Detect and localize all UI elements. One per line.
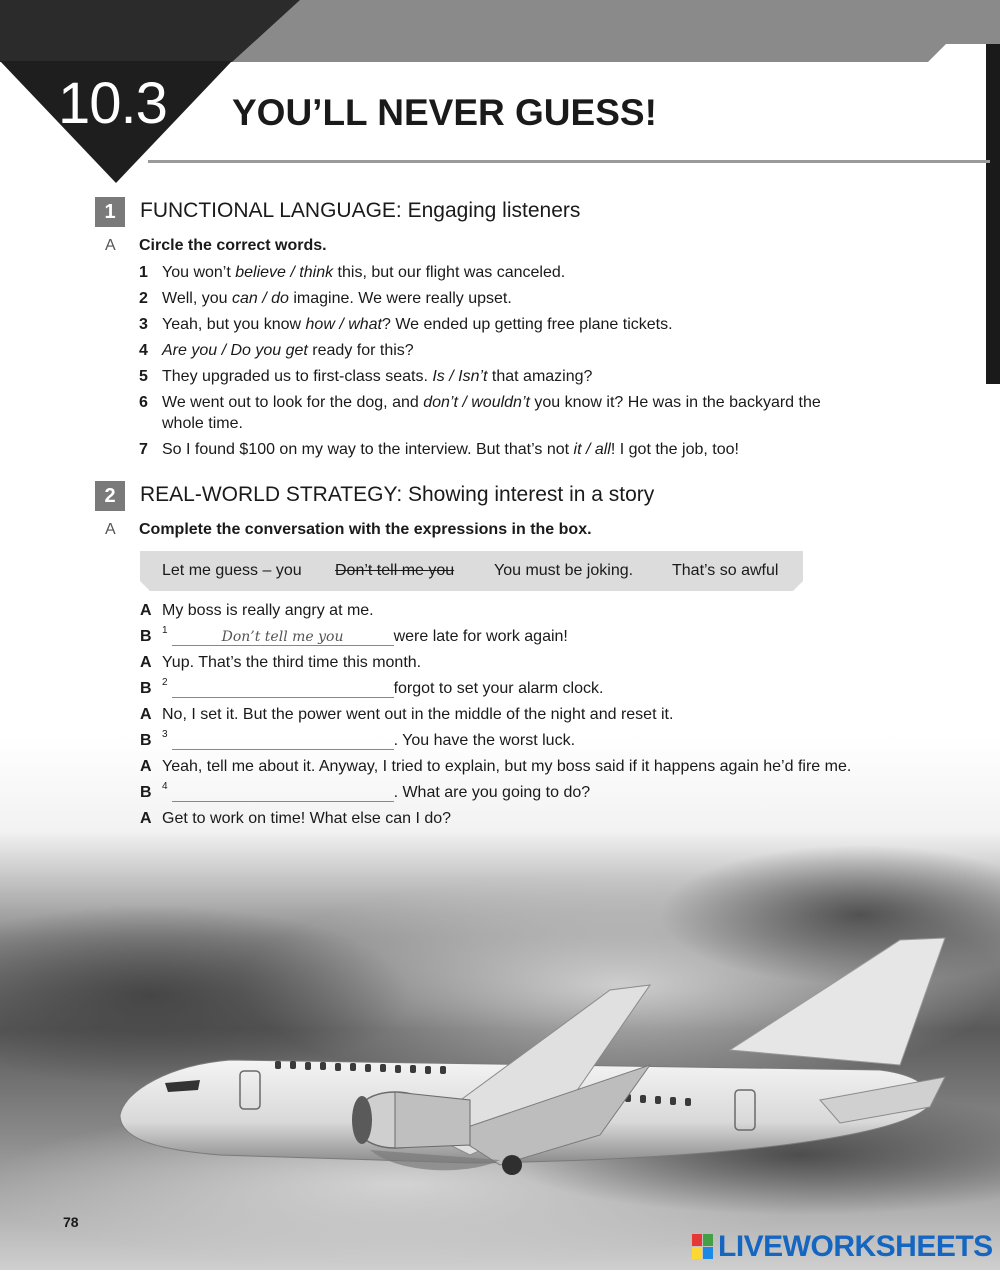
answer-blank[interactable] [172,733,394,750]
expression-option: That’s so awful [672,562,779,579]
exercise-1-item [139,288,859,309]
item-number: 4 [139,342,148,359]
item-number: 1 [139,264,148,281]
blank-number: 2 [162,677,168,688]
page-number: 78 [63,1214,79,1230]
item-text: Well, you [162,290,232,307]
liveworksheets-logo-icon [692,1234,714,1260]
word-choice[interactable]: can / do [231,290,289,307]
liveworksheets-brand: LIVEWORKSHEETS [718,1230,993,1263]
exercise-1-item [139,392,859,434]
exercise-1-item [139,340,859,361]
conversation-line [162,781,591,802]
word-choice[interactable]: how / what [305,316,382,333]
page-title: YOU’LL NEVER GUESS! [232,92,657,133]
item-text: So I found $100 on my way to the interview. But that’s not [162,441,574,458]
expression-option: You must be joking. [494,562,634,579]
section-1-number: 1 [95,197,125,227]
word-choice[interactable]: don’t / wouldn’t [423,394,530,411]
unit-number: 10.3 [58,71,167,136]
answer-blank[interactable] [172,681,394,698]
item-text: you know it? He was in the backyard the whole time. [162,394,821,432]
exercise-1-item [139,262,859,283]
exercise-1-item [139,439,859,460]
exercise-1-item [139,314,859,335]
line-text: . What are you going to do? [393,784,591,801]
item-text: ? We ended up getting free plane tickets. [382,316,673,333]
blank-number: 1 [162,625,168,636]
item-number: 6 [139,394,148,411]
section-1-instruction: Circle the correct words. [139,237,327,254]
item-text: They upgraded us to first-class seats. [162,368,433,385]
line-text: forgot to set your alarm clock. [393,680,604,697]
conversation-line: My boss is really angry at me. [162,602,374,619]
item-text: ready for this? [307,342,414,359]
conversation-line [162,677,604,698]
item-text: You won’t [162,264,236,281]
section-1-title: FUNCTIONAL LANGUAGE: Engaging listeners [140,199,581,222]
conversation-line: Yeah, tell me about it. Anyway, I tried to explain, but my boss said if it happens again he’d fire me. [162,758,852,775]
section-2-number: 2 [95,481,125,511]
title-rule [148,160,990,163]
item-text: We went out to look for the dog, and [162,394,424,411]
conversation-line [162,729,576,750]
line-text: . You have the worst luck. [393,732,576,749]
item-number: 5 [139,368,148,385]
speaker-label: B [140,680,152,697]
conversation-line [162,625,568,646]
answer-blank[interactable] [172,785,394,802]
item-text: that amazing? [487,368,593,385]
speaker-label: A [140,602,152,619]
expression-option-used: Don’t tell me you [335,562,455,579]
section-2-instruction: Complete the conversation with the expressions in the box. [139,521,592,538]
word-choice[interactable]: believe / think [235,264,334,281]
speaker-label: A [140,654,152,671]
speaker-label: A [140,810,152,827]
expression-option: Let me guess – you [162,562,302,579]
answer-blank[interactable]: Don’t tell me you [172,629,394,646]
conversation-line: Get to work on time! What else can I do? [162,810,452,827]
section-2-title: REAL-WORLD STRATEGY: Showing interest in a story [140,483,655,506]
section-2-part-letter: A [105,521,116,538]
speaker-label: B [140,784,152,801]
item-text: Yeah, but you know [162,316,306,333]
item-text: this, but our flight was canceled. [333,264,566,281]
word-choice[interactable]: Is / Isn’t [432,368,488,385]
line-text: were late for work again! [393,628,568,645]
conversation-line: Yup. That’s the third time this month. [162,654,422,671]
speaker-label: A [140,758,152,775]
speaker-label: B [140,628,152,645]
word-choice[interactable]: it / all [573,441,611,458]
item-number: 7 [139,441,148,458]
page-edge-bar [986,44,1000,384]
speaker-label: A [140,706,152,723]
word-choice[interactable]: Are you / Do you get [162,342,308,359]
item-number: 2 [139,290,148,307]
item-text: imagine. We were really upset. [288,290,512,307]
speaker-label: B [140,732,152,749]
exercise-1-item [139,366,859,387]
section-1-part-letter: A [105,237,116,254]
item-text: ! I got the job, too! [610,441,739,458]
conversation-line: No, I set it. But the power went out in the middle of the night and reset it. [162,706,674,723]
blank-number: 3 [162,729,168,740]
blank-number: 4 [162,781,168,792]
item-number: 3 [139,316,148,333]
